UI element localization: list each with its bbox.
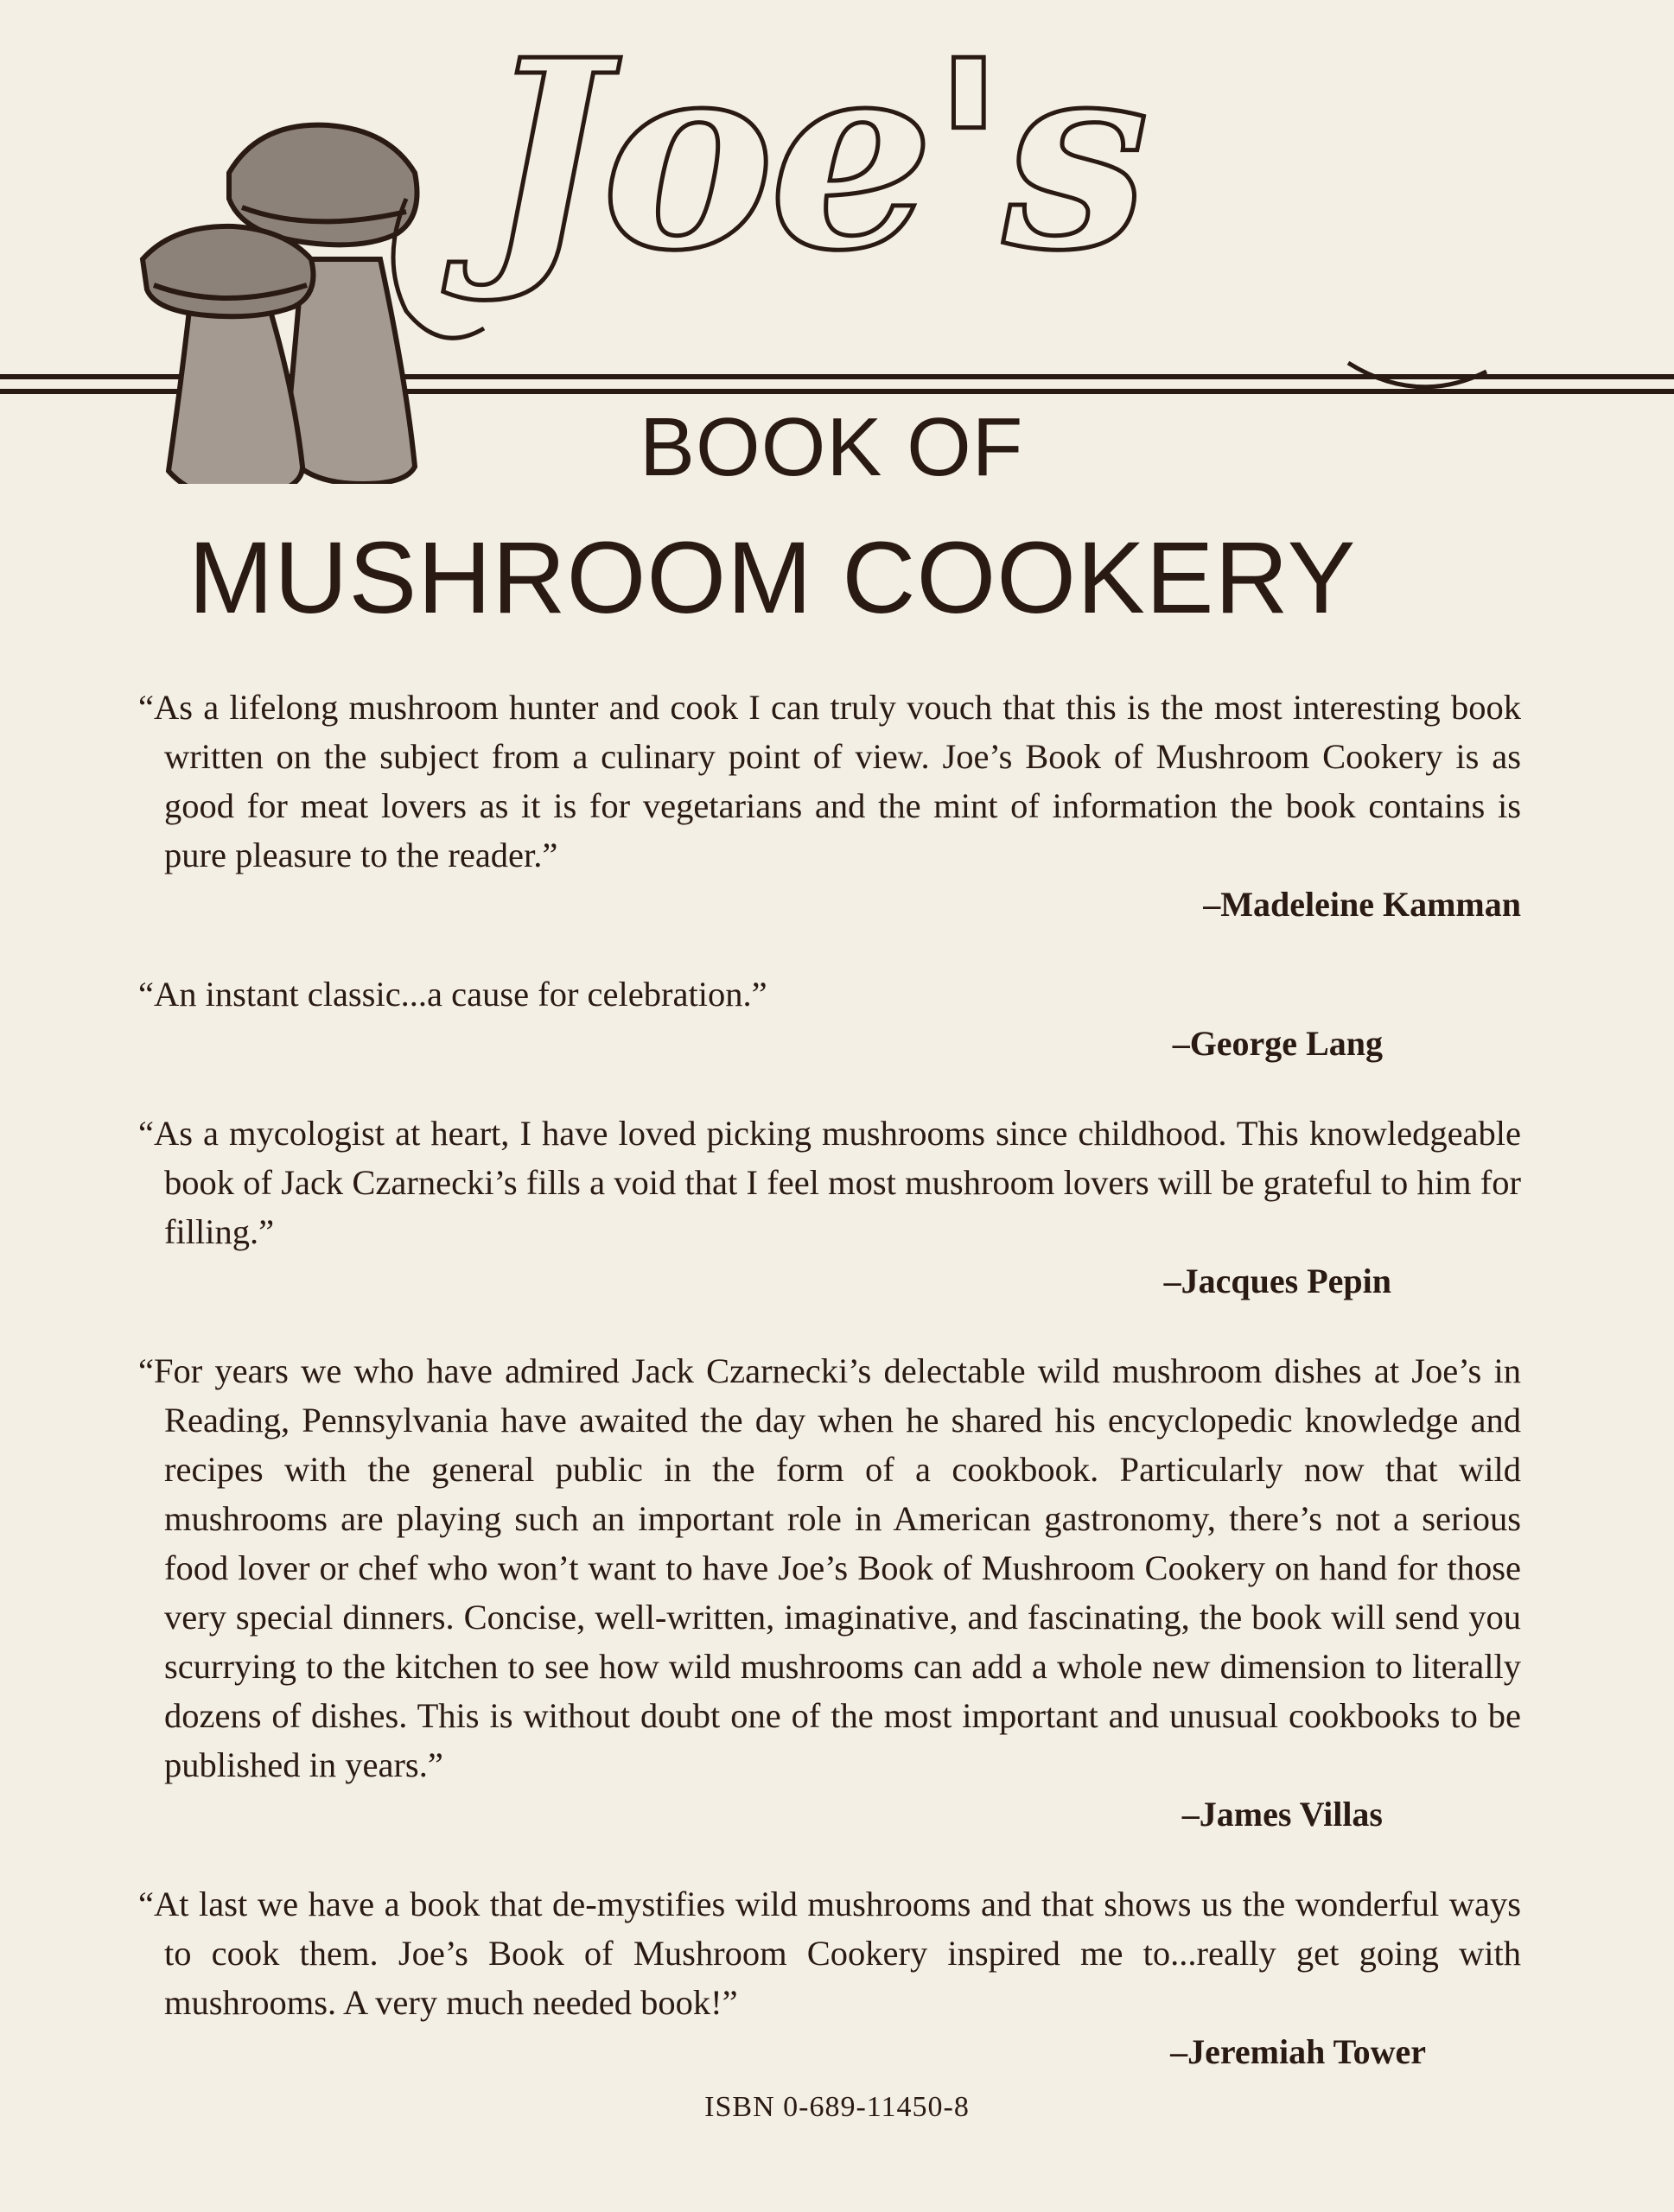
isbn: ISBN 0-689-11450-8 [704, 2091, 970, 2123]
quote-text: “As a mycologist at heart, I have loved picking mushrooms since childhood. This knowledgeable book of Jack Czarnecki’s fills a void that I feel most mushroom lovers will be grateful to him for filling.” [138, 1114, 1521, 1251]
logo-joes: Joe's [484, 3, 1144, 308]
quote-author: –James Villas [1181, 1795, 1383, 1834]
quote-text: “For years we who have admired Jack Czarnecki’s delectable wild mushroom dishes at Joe’s in Reading, Pennsylvania have awaited the day when he shared his encyclopedic knowledge and recipes with the general public in the form of a cookbook. Particularly now that wild mushrooms are playing such an important role in American gastronomy, there’s not a serious food lover or chef who won’t want to have Joe’s Book of Mushroom Cookery on hand for those very special dinners. Concise, well-written, imaginative, and fascinating, the book will send you scurrying to the kitchen to see how wild mushrooms can add a whole new dimension to literally dozens of dishes. This is without doubt one of the most important and unusual cookbooks to be published in years.” [138, 1351, 1521, 1784]
title-mushroom-cookery: MUSHROOM COOKERY [188, 521, 1357, 635]
quote-author: –Madeleine Kamman [1203, 885, 1521, 924]
quote-author: –George Lang [1172, 1024, 1383, 1063]
quotes-section [138, 683, 1521, 2076]
title-book-of: BOOK OF [640, 401, 1024, 493]
quote-text: “At last we have a book that de-mystifies wild mushrooms and that shows us the wonderful ways to cook them. Joe’s Book of Mushroom Cookery inspired me to...really get going with mushrooms. A very much needed book!” [138, 1885, 1521, 2022]
quote-text: “An instant classic...a cause for celebration.” [138, 975, 767, 1014]
quote-author: –Jeremiah Tower [1170, 2032, 1426, 2071]
short-mushroom-icon [143, 226, 314, 484]
quote-author: –Jacques Pepin [1163, 1262, 1391, 1300]
quote-text: “As a lifelong mushroom hunter and cook I can truly vouch that this is the most interesting book written on the subject from a culinary point of view. Joe’s Book of Mushroom Cookery is as good for meat lovers as it is for vegetarians and the mint of information the book contains is pure pleasure to the reader.” [138, 688, 1521, 874]
